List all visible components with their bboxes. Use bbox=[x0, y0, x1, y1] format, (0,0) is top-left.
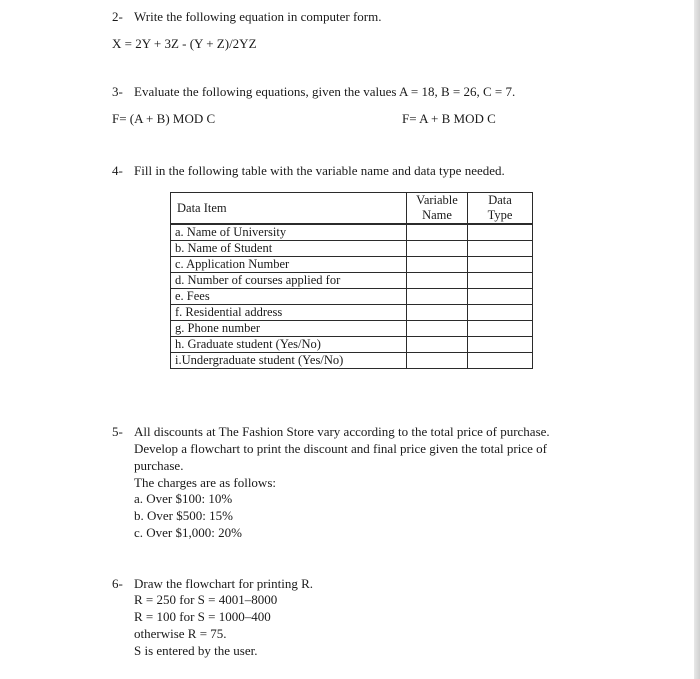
table-cell-item: e. Fees bbox=[171, 289, 407, 305]
question-prompt: Evaluate the following equations, given the values A = 18, B = 26, C = 7. bbox=[134, 84, 516, 99]
table-cell-variable[interactable] bbox=[407, 273, 468, 289]
question-line-2: Develop a flowchart to print the discount and final price given the total price of bbox=[134, 441, 547, 456]
table-cell-item: f. Residential address bbox=[171, 305, 407, 321]
equation-2: F= A + B MOD C bbox=[402, 111, 496, 126]
table-cell-variable[interactable] bbox=[407, 241, 468, 257]
discount-item: b. Over $500: 15% bbox=[134, 508, 233, 523]
equation-1: F= (A + B) MOD C bbox=[112, 111, 216, 126]
table-row bbox=[171, 305, 533, 321]
table-cell-item: g. Phone number bbox=[171, 321, 407, 337]
table-row bbox=[171, 257, 533, 273]
question-line-4: The charges are as follows: bbox=[134, 475, 276, 490]
header-variable-line1: Variable bbox=[416, 193, 458, 207]
table-row bbox=[171, 241, 533, 257]
table-cell-type[interactable] bbox=[468, 225, 533, 241]
table-cell-variable[interactable] bbox=[407, 337, 468, 353]
table-row bbox=[171, 337, 533, 353]
table-cell-item: b. Name of Student bbox=[171, 241, 407, 257]
table-cell-type[interactable] bbox=[468, 241, 533, 257]
question-line-1: Draw the flowchart for printing R. bbox=[134, 576, 314, 591]
table-cell-variable[interactable] bbox=[407, 353, 468, 369]
question-number: 2- bbox=[112, 9, 123, 24]
header-data-item: Data Item bbox=[171, 193, 407, 224]
question-prompt: Fill in the following table with the variable name and data type needed. bbox=[134, 163, 505, 178]
table-row bbox=[171, 289, 533, 305]
table-cell-variable[interactable] bbox=[407, 257, 468, 273]
table-cell-type[interactable] bbox=[468, 353, 533, 369]
table-header-row bbox=[171, 193, 533, 224]
question-number: 4- bbox=[112, 163, 123, 178]
header-variable-line2: Name bbox=[422, 208, 452, 222]
header-data-type bbox=[468, 193, 533, 224]
table-cell-variable[interactable] bbox=[407, 305, 468, 321]
table-cell-item: i.Undergraduate student (Yes/No) bbox=[171, 353, 407, 369]
question-number: 6- bbox=[112, 576, 123, 591]
table-cell-type[interactable] bbox=[468, 337, 533, 353]
discount-item: a. Over $100: 10% bbox=[134, 491, 233, 506]
table-cell-type[interactable] bbox=[468, 257, 533, 273]
page-edge-shadow bbox=[694, 0, 700, 679]
question-number: 3- bbox=[112, 84, 123, 99]
table-cell-type[interactable] bbox=[468, 273, 533, 289]
table-cell-variable[interactable] bbox=[407, 289, 468, 305]
question-line-3: R = 100 for S = 1000–400 bbox=[134, 609, 271, 624]
variable-table bbox=[170, 192, 533, 369]
header-variable-name bbox=[407, 193, 468, 224]
table-cell-item: d. Number of courses applied for bbox=[171, 273, 407, 289]
table-cell-item: h. Graduate student (Yes/No) bbox=[171, 337, 407, 353]
discount-item: c. Over $1,000: 20% bbox=[134, 525, 242, 540]
table-cell-type[interactable] bbox=[468, 321, 533, 337]
question-prompt: Write the following equation in computer form. bbox=[134, 9, 382, 24]
header-type-line2: Type bbox=[487, 208, 513, 222]
table-cell-item: c. Application Number bbox=[171, 257, 407, 273]
table-row bbox=[171, 353, 533, 369]
header-type-line1: Data bbox=[488, 193, 512, 207]
equation: X = 2Y + 3Z - (Y + Z)/2YZ bbox=[112, 36, 257, 51]
question-line-4: otherwise R = 75. bbox=[134, 626, 227, 641]
question-number: 5- bbox=[112, 424, 123, 439]
table-cell-type[interactable] bbox=[468, 289, 533, 305]
table-cell-variable[interactable] bbox=[407, 321, 468, 337]
question-line-5: S is entered by the user. bbox=[134, 643, 258, 658]
question-line-3: purchase. bbox=[134, 458, 184, 473]
table-cell-variable[interactable] bbox=[407, 225, 468, 241]
table-cell-type[interactable] bbox=[468, 305, 533, 321]
table-row bbox=[171, 321, 533, 337]
question-line-1: All discounts at The Fashion Store vary according to the total price of purchase. bbox=[134, 424, 550, 439]
table-row bbox=[171, 273, 533, 289]
question-line-2: R = 250 for S = 4001–8000 bbox=[134, 592, 278, 607]
table-cell-item: a. Name of University bbox=[171, 225, 407, 241]
table-row bbox=[171, 225, 533, 241]
